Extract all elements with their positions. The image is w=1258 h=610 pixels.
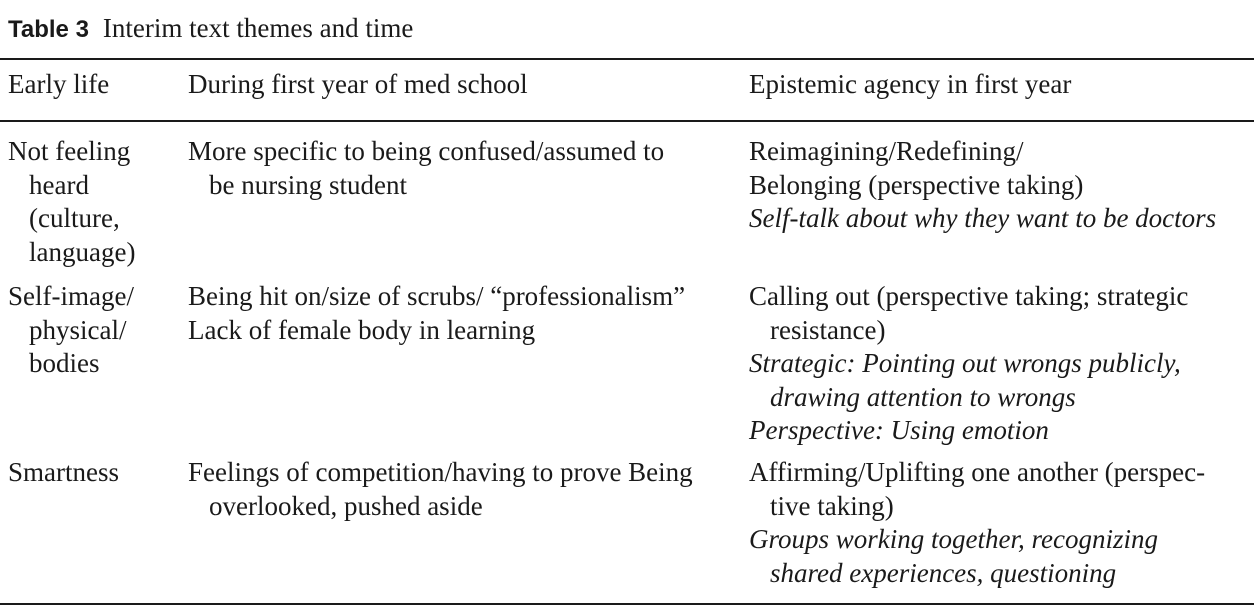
cell-line: physical/ <box>29 314 127 345</box>
row-2-first-year <box>188 280 733 347</box>
cell-line: Reimagining/Redefining/ <box>749 136 1024 166</box>
row-1-early-life <box>8 135 173 269</box>
cell-line-italic: Groups working together, recognizing <box>749 524 1158 554</box>
cell-line-italic: drawing attention to wrongs <box>770 381 1076 412</box>
cell-line: More specific to being confused/assumed to <box>188 136 665 166</box>
cell-line: language) <box>29 236 136 267</box>
cell-line: Smartness <box>8 457 119 487</box>
cell-line: heard <box>29 169 89 200</box>
cell-line: Lack of female body in learning <box>188 314 536 345</box>
header-rule <box>0 120 1254 122</box>
row-3-first-year <box>188 456 733 523</box>
cell-line-italic: Perspective: Using emotion <box>749 415 1049 445</box>
cell-line: overlooked, pushed aside <box>209 490 483 521</box>
cell-line-italic: Strategic: Pointing out wrongs publicly, <box>749 348 1181 378</box>
cell-line: Feelings of competition/having to prove Being <box>188 457 693 487</box>
cell-line: Affirming/Uplifting one another (perspec- <box>749 457 1206 487</box>
cell-line-italic: Self-talk about why they want to be doctors <box>749 203 1217 233</box>
cell-line-italic: shared experiences, questioning <box>770 557 1117 588</box>
header-first-year: During first year of med school <box>188 69 528 99</box>
row-3-agency <box>749 456 1257 590</box>
table-caption <box>8 12 413 46</box>
header-epistemic-agency: Epistemic agency in first year <box>749 69 1072 99</box>
cell-line: bodies <box>29 348 100 378</box>
row-3-early-life <box>8 456 173 490</box>
row-1-first-year <box>188 135 733 202</box>
cell-line: Being hit on/size of scrubs/ “professionalism” <box>188 281 686 311</box>
row-1-agency <box>749 135 1257 236</box>
cell-line: be nursing student <box>209 169 407 200</box>
bottom-rule <box>0 603 1254 605</box>
cell-line: Belonging (perspective taking) <box>749 169 1084 200</box>
row-2-early-life <box>8 280 173 381</box>
table-title: Interim text themes and time <box>102 13 414 43</box>
cell-line: Not feeling <box>8 136 131 166</box>
header-early-life: Early life <box>8 69 110 99</box>
cell-line: Self-image/ <box>8 281 134 311</box>
row-2-agency <box>749 280 1257 448</box>
cell-line: resistance) <box>770 314 886 345</box>
cell-line: (culture, <box>29 203 120 233</box>
table-label: Table 3 <box>8 16 89 43</box>
top-rule <box>0 58 1254 60</box>
cell-line: Calling out (perspective taking; strategic <box>749 281 1189 311</box>
cell-line: tive taking) <box>770 490 894 521</box>
